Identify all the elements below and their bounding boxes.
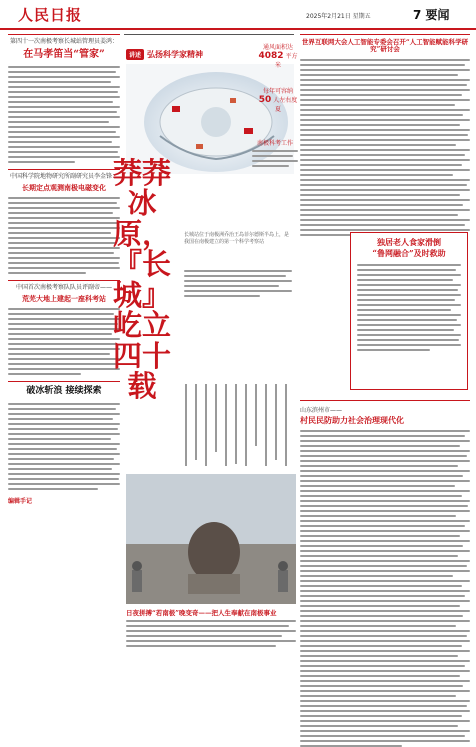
stat-capacity — [256, 88, 300, 113]
stat-label: 通风面积达 — [262, 44, 293, 51]
article-kicker: 山东滨州市—— — [300, 407, 343, 414]
article-title: 荒芜大地上建起一座科考站 — [22, 294, 106, 304]
feature-headline: 莽莽冰原，『长城』屹立四十载 — [112, 156, 171, 404]
banner-text: 弘扬科学家精神 — [147, 49, 204, 59]
article-body — [8, 66, 120, 163]
section-rule — [300, 34, 470, 35]
stat-area — [256, 44, 300, 69]
box-body — [357, 264, 461, 351]
column-footer-label: 编辑手记 — [8, 497, 33, 505]
newspaper-logo: 人民日报 — [18, 6, 83, 24]
page-label: 7 要闻 — [413, 8, 450, 22]
article-body — [300, 430, 470, 747]
article-title: 在马孝笛当“管家” — [23, 48, 105, 60]
banner-label: 讲述 — [126, 49, 144, 60]
article-kicker: 中国首次南极考察队队员评副帝—— — [15, 284, 112, 292]
article-body — [300, 59, 470, 236]
issue-date: 2025年2月21日 星期五 — [306, 13, 371, 20]
caption-text — [184, 270, 292, 300]
section-rule — [8, 381, 120, 382]
section-rule — [8, 169, 120, 170]
section-rule — [8, 34, 120, 35]
left-column — [8, 34, 120, 679]
center-bottom-article — [126, 610, 296, 670]
article-body — [8, 308, 120, 375]
masthead — [0, 0, 476, 30]
stat-number: 50 — [258, 95, 272, 106]
article-kicker: 中国科学院地物研究所副研究员李金锋： — [9, 173, 118, 181]
monument-illustration — [126, 474, 296, 604]
monument-photo — [126, 474, 296, 604]
vertical-text-block — [178, 380, 294, 470]
stat-number: 4082 — [258, 51, 284, 62]
box-subtitle: “鲁网融合”及时救助 — [372, 248, 446, 259]
article-body — [126, 620, 296, 647]
article-title: 长期定点观测南极电磁变化 — [22, 183, 106, 193]
article-title: 日夜拼搏“若南极”晚变奇——把人生奉献在南极事业 — [126, 609, 277, 617]
article-body — [8, 403, 120, 490]
section-banner — [126, 46, 230, 62]
article-title: 村民民防助力社会治理现代化 — [300, 415, 404, 425]
note-label: 南极科考工作 — [256, 140, 293, 147]
article-title: 世界互联网大会人工智能专委会召开“人工智能赋能科学研究”研讨会 — [301, 38, 469, 54]
photo-caption: 长城站位于南极洲乔治王岛菲尔德斯半岛上，是我国在南极建立的第一个科学考察站 — [184, 232, 290, 245]
stat-label: 每年可容纳 — [262, 88, 293, 95]
stat-unit: 平方米 — [274, 53, 298, 69]
vertical-text-lines — [178, 380, 294, 470]
article-body — [8, 197, 120, 274]
section-rule — [300, 400, 470, 401]
box-title: 独居老人食家滑倒 — [377, 237, 441, 247]
article-kicker: 第四十一次南极考察长城站管理员姜鸿： — [9, 38, 118, 45]
stat-unit: 人左右度夏 — [273, 97, 298, 113]
right-bottom-article — [300, 400, 470, 670]
section-rule — [8, 280, 120, 281]
article-title: 破冰斩浪 接续探索 — [26, 386, 102, 397]
sidebar-notes — [252, 140, 298, 170]
highlight-box — [350, 232, 468, 390]
section-rule — [124, 34, 294, 35]
